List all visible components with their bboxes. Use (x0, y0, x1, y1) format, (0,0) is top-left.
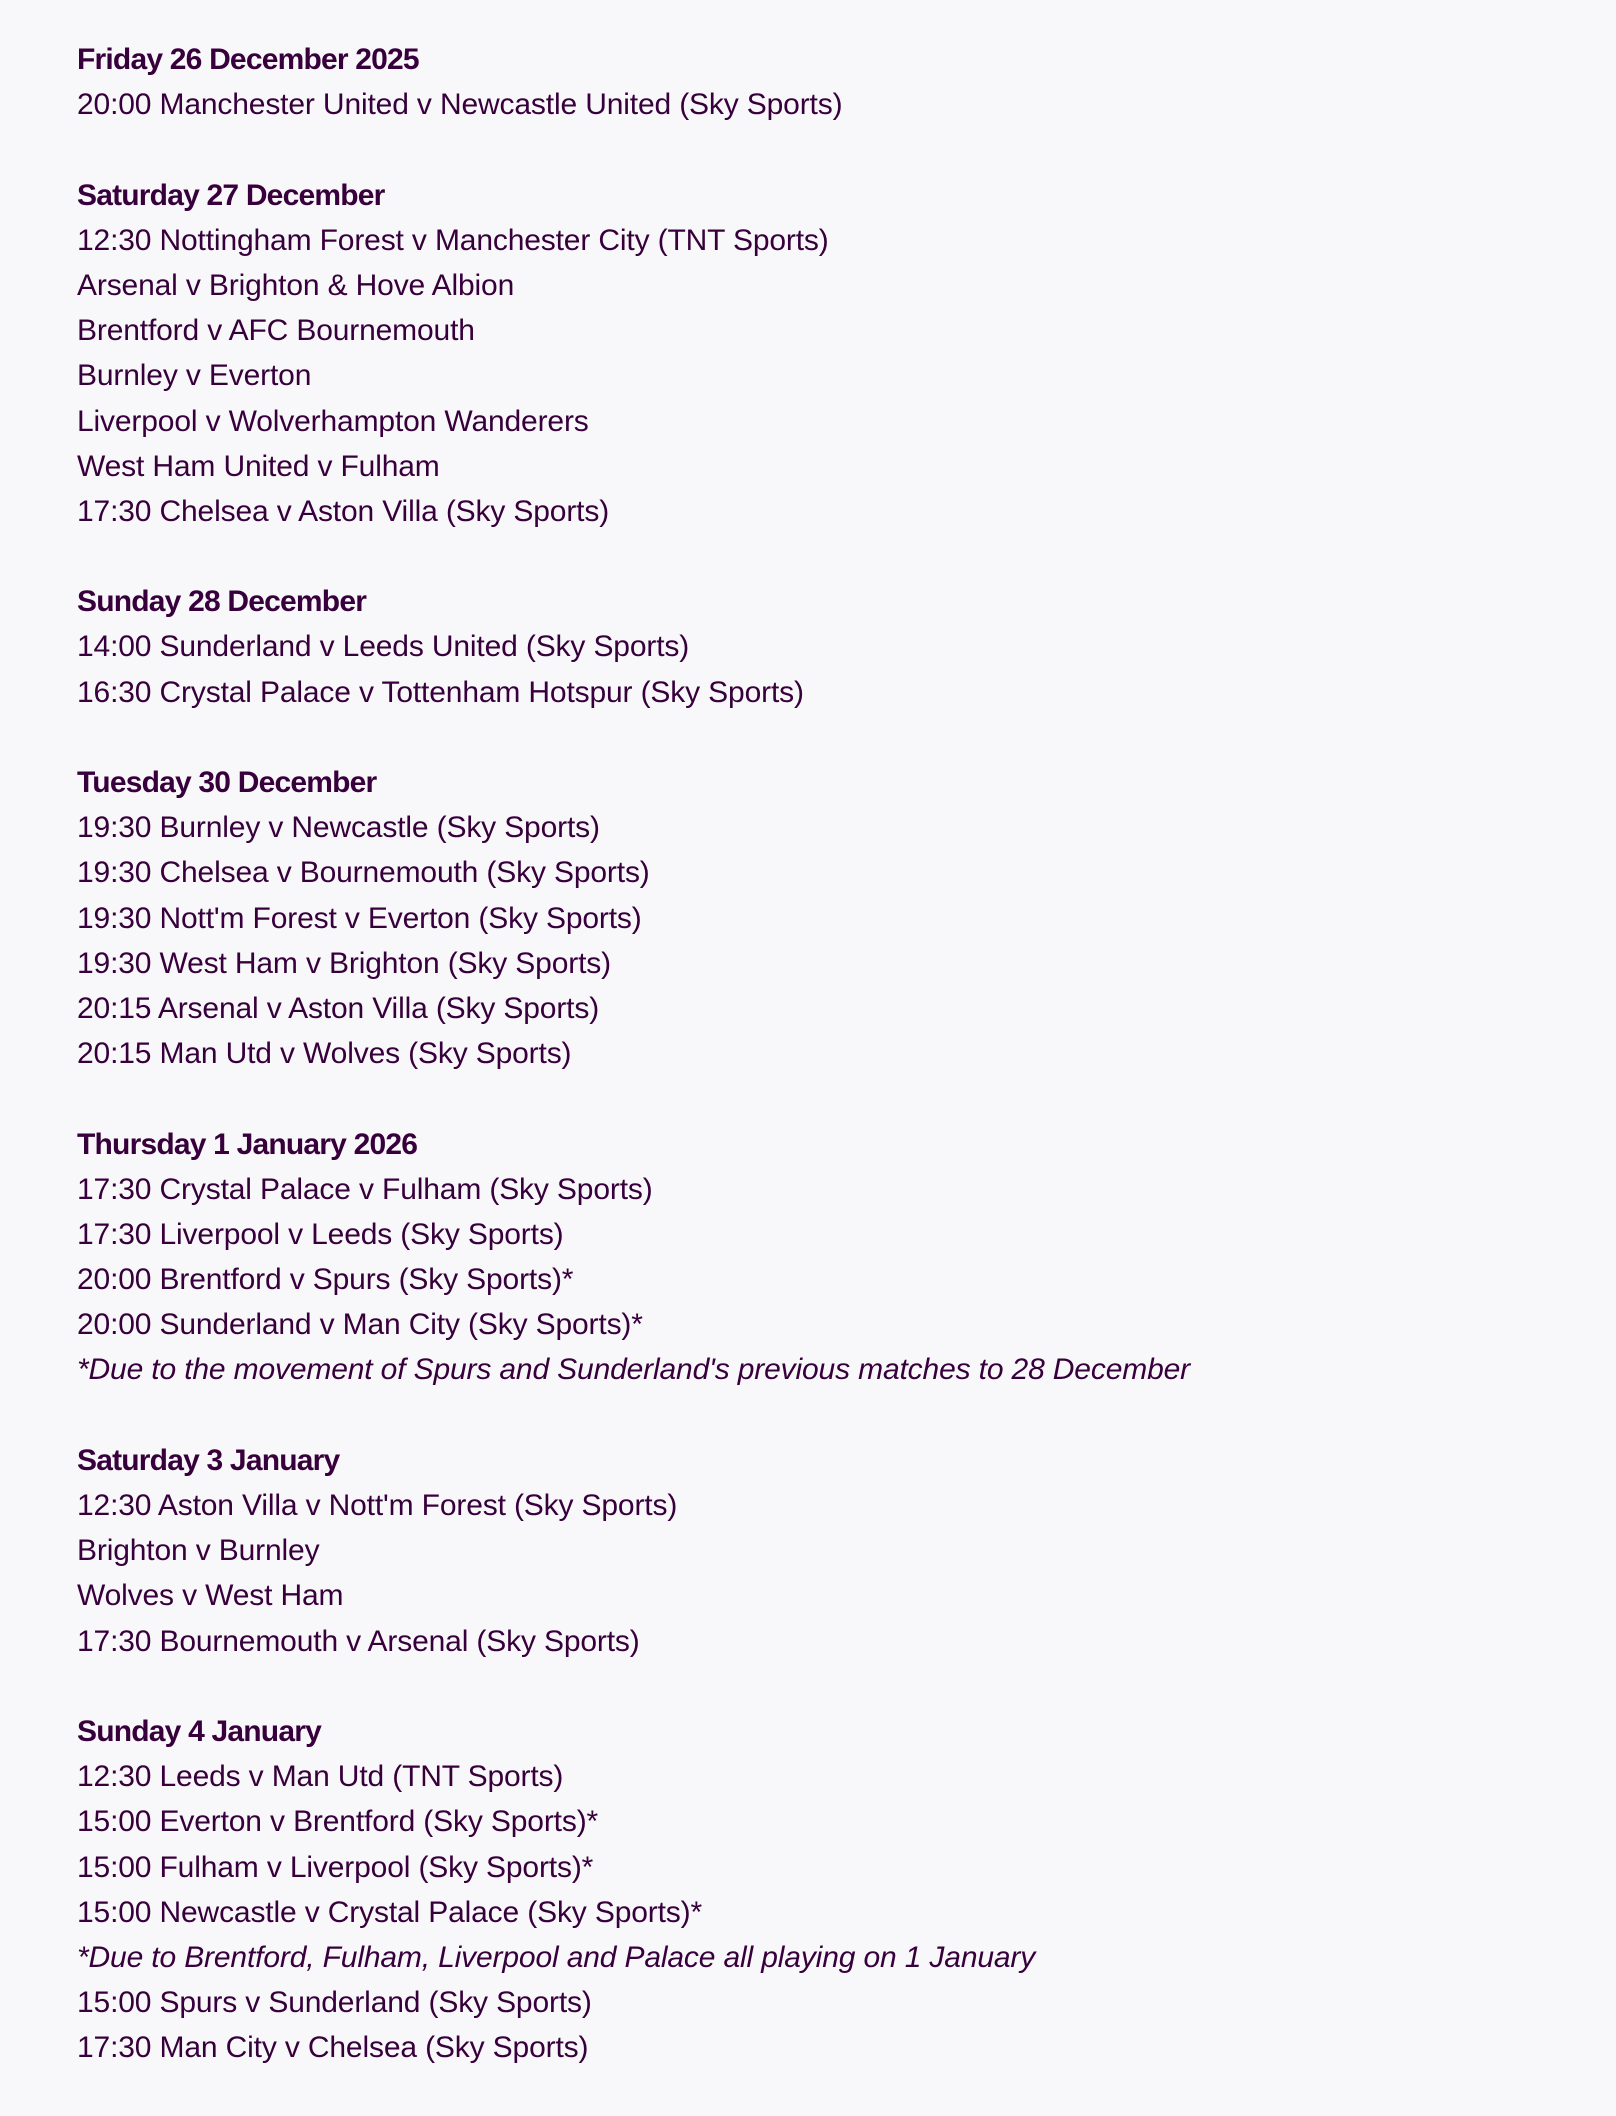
day-heading: Thursday 1 January 2026 (77, 1127, 418, 1161)
fixture-line: 12:30 Nottingham Forest v Manchester City (TNT Sports) (77, 223, 829, 257)
fixture-line: 17:30 Bournemouth v Arsenal (Sky Sports) (77, 1624, 640, 1658)
fixture-line: West Ham United v Fulham (77, 449, 440, 483)
fixture-line: 17:30 Chelsea v Aston Villa (Sky Sports) (77, 494, 610, 528)
footnote: *Due to Brentford, Fulham, Liverpool and Palace all playing on 1 January (77, 1940, 1036, 1974)
fixture-line: 20:00 Manchester United v Newcastle United (Sky Sports) (77, 88, 843, 122)
fixture-line: 15:00 Newcastle v Crystal Palace (Sky Sports)* (77, 1895, 703, 1929)
fixture-line: Burnley v Everton (77, 359, 312, 393)
day-heading: Tuesday 30 December (77, 766, 377, 799)
day-section (77, 579, 1557, 715)
fixture-line: Wolves v West Ham (77, 1579, 344, 1613)
fixture-schedule (77, 37, 1557, 2116)
fixture-line: 12:30 Leeds v Man Utd (TNT Sports) (77, 1760, 564, 1794)
fixture-line: 17:30 Crystal Palace v Fulham (Sky Sports) (77, 1172, 653, 1206)
fixture-line: Arsenal v Brighton & Hove Albion (77, 268, 515, 302)
fixture-line: 15:00 Spurs v Sunderland (Sky Sports) (77, 1986, 592, 2020)
day-section (77, 1438, 1557, 1664)
fixture-line: 12:30 Aston Villa v Nott'm Forest (Sky Sports) (77, 1489, 678, 1522)
fixture-line: 15:00 Everton v Brentford (Sky Sports)* (77, 1805, 599, 1839)
fixture-line: 15:00 Fulham v Liverpool (Sky Sports)* (77, 1850, 594, 1884)
day-section (77, 760, 1557, 1076)
day-section (77, 1709, 1557, 2071)
fixture-line: 17:30 Man City v Chelsea (Sky Sports) (77, 2031, 589, 2065)
fixture-line: 16:30 Crystal Palace v Tottenham Hotspur (Sky Sports) (77, 675, 804, 709)
fixture-line: Brentford v AFC Bournemouth (77, 314, 475, 348)
day-heading: Sunday 4 January (77, 1714, 321, 1748)
fixture-line: Brighton v Burnley (77, 1534, 320, 1568)
fixture-line: 19:30 Nott'm Forest v Everton (Sky Sports) (77, 901, 642, 935)
day-section (77, 173, 1557, 535)
fixture-line: 20:15 Arsenal v Aston Villa (Sky Sports) (77, 991, 600, 1025)
day-heading: Saturday 3 January (77, 1443, 340, 1477)
fixture-line: 20:15 Man Utd v Wolves (Sky Sports) (77, 1037, 572, 1071)
fixture-line: 14:00 Sunderland v Leeds United (Sky Sports) (77, 630, 690, 664)
fixture-line: 17:30 Liverpool v Leeds (Sky Sports) (77, 1217, 564, 1251)
footnote: *Due to the movement of Spurs and Sunderland's previous matches to 28 December (77, 1353, 1190, 1387)
fixture-line: 19:30 West Ham v Brighton (Sky Sports) (77, 946, 611, 980)
day-heading: Friday 26 December 2025 (77, 43, 419, 76)
fixture-line: 19:30 Burnley v Newcastle (Sky Sports) (77, 811, 600, 845)
fixture-line: 20:00 Brentford v Spurs (Sky Sports)* (77, 1263, 574, 1297)
day-section (77, 37, 1557, 127)
day-heading: Sunday 28 December (77, 585, 367, 619)
fixture-line: Liverpool v Wolverhampton Wanderers (77, 404, 589, 438)
fixture-line: 19:30 Chelsea v Bournemouth (Sky Sports) (77, 856, 650, 890)
fixture-line: 20:00 Sunderland v Man City (Sky Sports)* (77, 1308, 643, 1342)
day-heading: Saturday 27 December (77, 178, 385, 212)
day-section (77, 1122, 1557, 1393)
